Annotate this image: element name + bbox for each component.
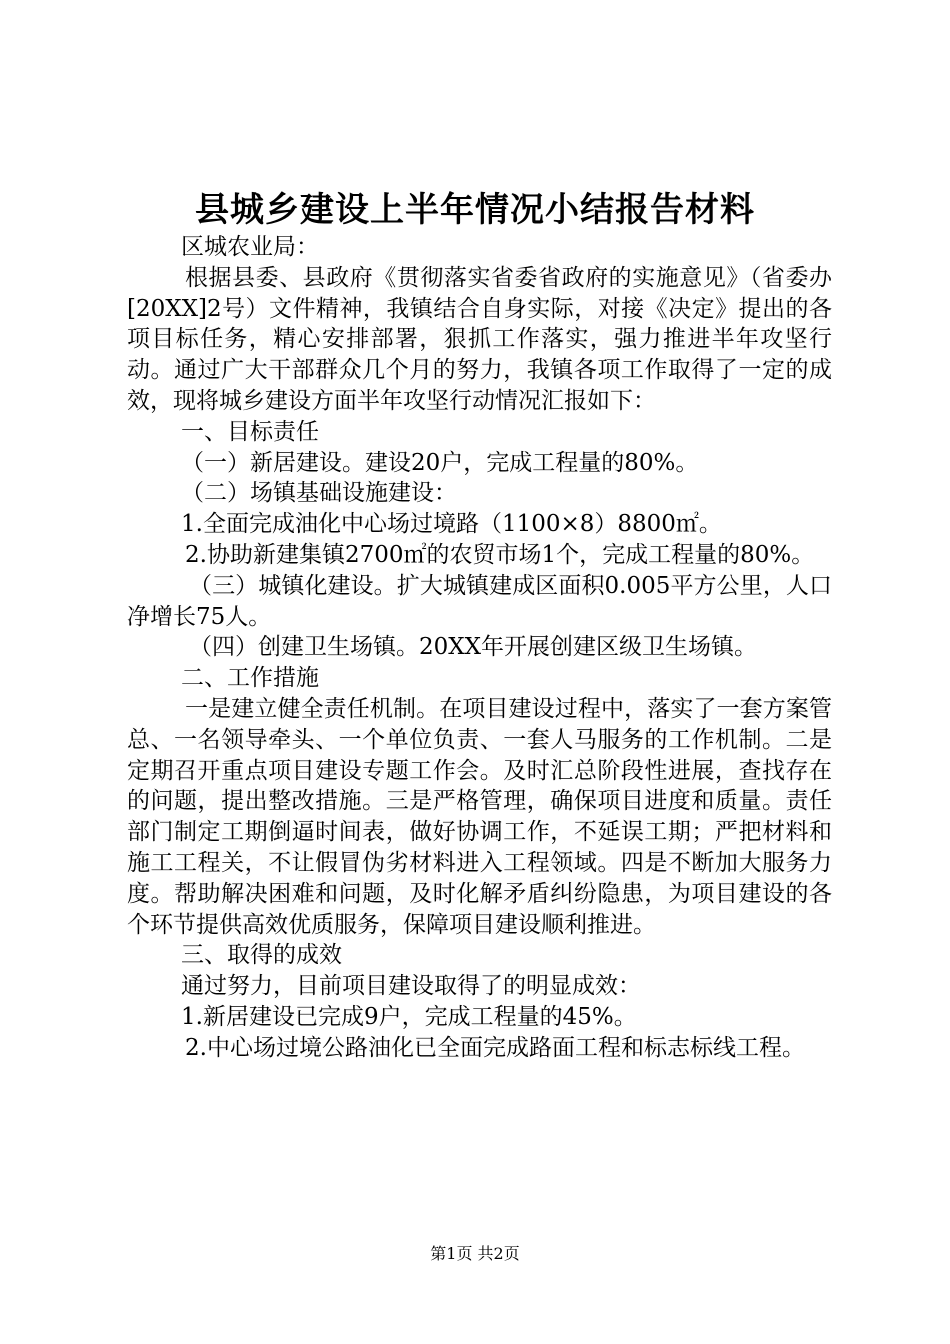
item-market: 2.协助新建集镇2700㎡的农贸市场1个，完成工程量的80%。	[185, 541, 815, 568]
salutation: 区城农业局：	[181, 234, 319, 260]
document-title: 县城乡建设上半年情况小结报告材料	[195, 190, 755, 230]
document-body	[127, 232, 832, 1064]
heading-work-measures: 二、工作措施	[181, 665, 319, 692]
heading-achievements: 三、取得的成效	[181, 942, 342, 969]
item-new-housing: （一）新居建设。建设20户，完成工程量的80%。	[181, 449, 699, 476]
item-town-infrastructure: （二）场镇基础设施建设：	[181, 480, 457, 507]
paragraph-achievements-intro: 通过努力，目前项目建设取得了的明显成效：	[181, 973, 641, 1000]
page-number-footer: 第1页 共2页	[430, 1244, 520, 1263]
item-sanitation: （四）创建卫生场镇。20XX年开展创建区级卫生场镇。	[189, 634, 758, 661]
heading-target-responsibility: 一、目标责任	[181, 418, 319, 445]
paragraph-intro: 根据县委、县政府《贯彻落实省委省政府的实施意见》（省委办[20XX]2号）文件精神，我镇结合自身实际，对接《决定》提出的各项目标任务，精心安排部署，狠抓工作落实，强力推进半年攻坚行动。通过广大干部群众几个月的努力，我镇各项工作取得了一定的成效，现将城乡建设方面半年攻坚行动情况汇报如下：	[127, 264, 832, 414]
paragraph-measures: 一是建立健全责任机制。在项目建设过程中，落实了一套方案管总、一名领导牵头、一个单位负责、一套人马服务的工作机制。二是定期召开重点项目建设专题工作会。及时汇总阶段性进展，查找存在的问题，提出整改措施。三是严格管理，确保项目进度和质量。责任部门制定工期倒逼时间表，做好协调工作，不延误工期；严把材料和施工工程关，不让假冒伪劣材料进入工程领域。四是不断加大服务力度。帮助解决困难和问题，及时化解矛盾纠纷隐患，为项目建设的各个环节提供高效优质服务，保障项目建设顺利推进。	[127, 695, 832, 938]
item-road-progress: 2.中心场过境公路油化已全面完成路面工程和标志标线工程。	[185, 1034, 805, 1061]
item-urbanization: （三）城镇化建设。扩大城镇建成区面积0.005平方公里，人口净增长75人。	[127, 572, 832, 630]
item-housing-progress: 1.新居建设已完成9户，完成工程量的45%。	[181, 1003, 637, 1030]
item-road-paving: 1.全面完成油化中心场过境路（1100×8）8800㎡。	[181, 511, 722, 538]
